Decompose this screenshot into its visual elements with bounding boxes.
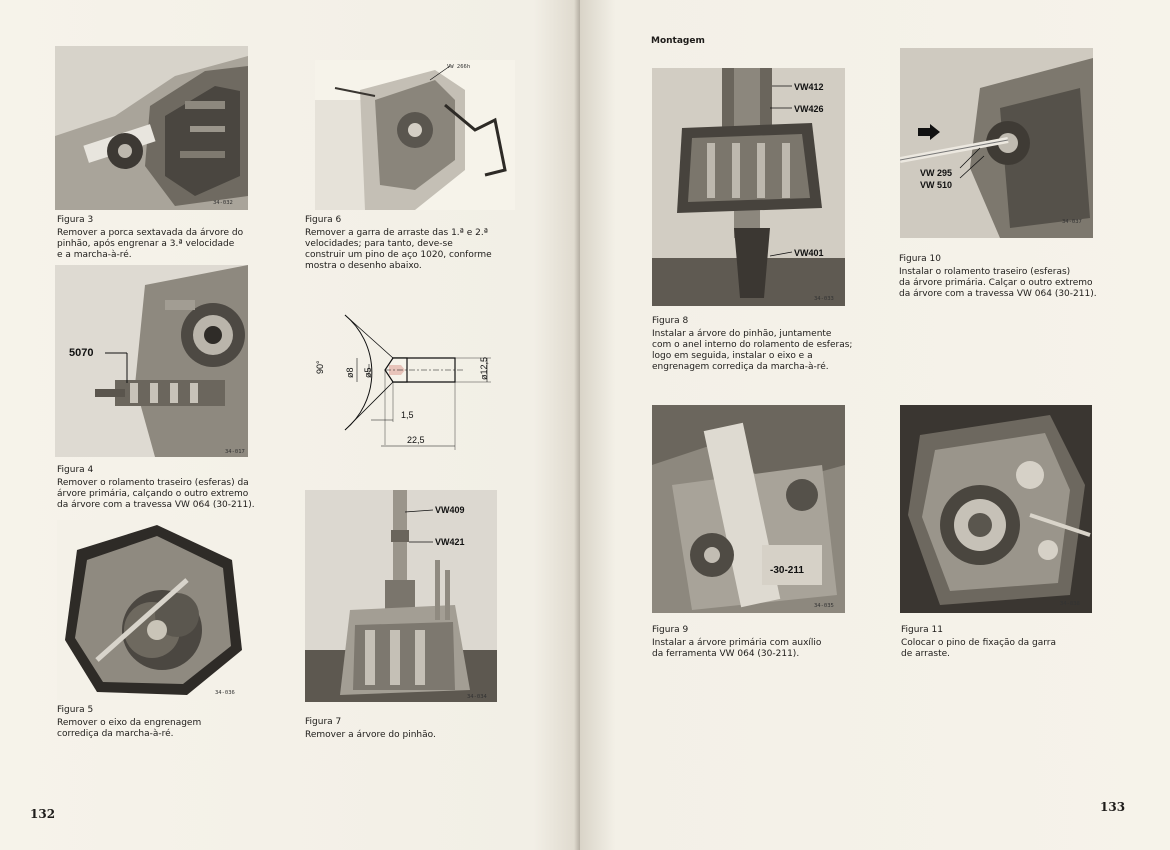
section-heading: Montagem xyxy=(651,36,705,46)
figure-7-caption xyxy=(305,717,515,741)
figure-6-caption xyxy=(305,215,515,272)
figure-8-title: Figura 8 xyxy=(652,316,689,326)
figure-7-photo-code: 34-034 xyxy=(467,694,487,700)
figure-10-tool-label-vw510: VW 510 xyxy=(920,180,953,190)
figure-10-photo xyxy=(900,48,1093,238)
figure-8-tool-label-vw412: VW412 xyxy=(794,82,824,92)
figure-5-photo xyxy=(57,520,247,700)
figure-7-tool-label-vw421: VW421 xyxy=(435,537,465,547)
drawing-diameter-5: ø5 xyxy=(363,367,373,378)
drawing-diameter-8: ø8 xyxy=(345,367,355,378)
drawing-diameter-12-5: ø12,5 xyxy=(479,356,489,380)
figure-7-photo xyxy=(305,490,497,702)
figure-6-photo xyxy=(315,60,515,210)
figure-3-caption xyxy=(57,215,257,261)
figure-10-caption xyxy=(899,254,1129,300)
figure-4-tool-label: 5070 xyxy=(69,347,94,359)
figure-11-photo xyxy=(900,405,1092,613)
figure-8-tool-label-vw426: VW426 xyxy=(794,104,824,114)
figure-9-photo-code: 34-035 xyxy=(814,603,834,609)
left-page xyxy=(0,0,580,850)
figure-5-photo-code: 34-036 xyxy=(215,690,235,696)
drawing-length-1-5: 1,5 xyxy=(401,410,414,420)
figure-8-text: Instalar a árvore do pinhão, juntamente com o anel interno do rolamento de esferas; logo em seguida, instalar o eixo e a engrenagem corrediça da marcha-à-ré. xyxy=(652,329,853,372)
figure-3-title: Figura 3 xyxy=(57,215,94,225)
drawing-angle-label: 90° xyxy=(315,360,325,374)
figure-9-caption xyxy=(652,625,872,660)
figure-7-title: Figura 7 xyxy=(305,717,342,727)
figure-4-title: Figura 4 xyxy=(57,465,94,475)
figure-11-text: Colocar o pino de fixação da garra de arraste. xyxy=(901,638,1056,659)
figure-6-tool-label: VW 266h xyxy=(447,64,471,70)
figure-3-photo-code: 34-032 xyxy=(213,200,233,206)
drawing-length-22-5: 22,5 xyxy=(407,435,425,445)
figure-11-photo-code: 34-038 xyxy=(1060,601,1080,607)
figure-7-tool-label-vw409: VW409 xyxy=(435,505,465,515)
figure-4-text: Remover o rolamento traseiro (esferas) da árvore primária, calçando o outro extremo da árvore com a travessa VW 064 (30-211). xyxy=(57,478,255,510)
pin-technical-drawing xyxy=(305,310,505,460)
figure-3-photo xyxy=(55,46,248,210)
figure-4-caption xyxy=(57,465,257,511)
figure-5-title: Figura 5 xyxy=(57,705,94,715)
figure-10-text: Instalar o rolamento traseiro (esferas) da árvore primária. Calçar o outro extremo da árvore com a travessa VW 064 (30-211). xyxy=(899,267,1097,299)
figure-5-caption xyxy=(57,705,257,740)
figure-11-caption xyxy=(901,625,1121,660)
figure-8-photo xyxy=(652,68,845,306)
figure-8-tool-label-vw401: VW401 xyxy=(794,248,824,258)
figure-6-text: Remover a garra de arraste das 1.ª e 2.ª velocidades; para tanto, deve-se construir um pino de aço 1020, conforme mostra o desenho abaixo. xyxy=(305,228,492,271)
figure-10-tool-label-vw295: VW 295 xyxy=(920,168,953,178)
figure-9-photo xyxy=(652,405,845,613)
figure-4-photo xyxy=(55,265,248,457)
figure-8-photo-code: 34-033 xyxy=(814,296,834,302)
figure-5-text: Remover o eixo da engrenagem corrediça da marcha-à-ré. xyxy=(57,718,202,739)
figure-6-title: Figura 6 xyxy=(305,215,342,225)
figure-9-tool-label: -30-211 xyxy=(770,565,804,576)
figure-8-caption xyxy=(652,316,872,373)
left-page-number: 132 xyxy=(30,807,56,821)
figure-3-text: Remover a porca sextavada da árvore do pinhão, após engrenar a 3.ª velocidade e a marcha-à-ré. xyxy=(57,228,244,260)
right-page-number: 133 xyxy=(1100,800,1126,814)
figure-9-text: Instalar a árvore primária com auxílio da ferramenta VW 064 (30-211). xyxy=(652,638,822,659)
figure-10-photo-code: 34-037 xyxy=(1062,219,1082,225)
figure-11-title: Figura 11 xyxy=(901,625,943,635)
right-page xyxy=(580,0,1170,850)
figure-7-text: Remover a árvore do pinhão. xyxy=(305,730,436,740)
figure-9-title: Figura 9 xyxy=(652,625,689,635)
figure-10-title: Figura 10 xyxy=(899,254,941,264)
figure-4-photo-code: 34-017 xyxy=(225,449,245,455)
